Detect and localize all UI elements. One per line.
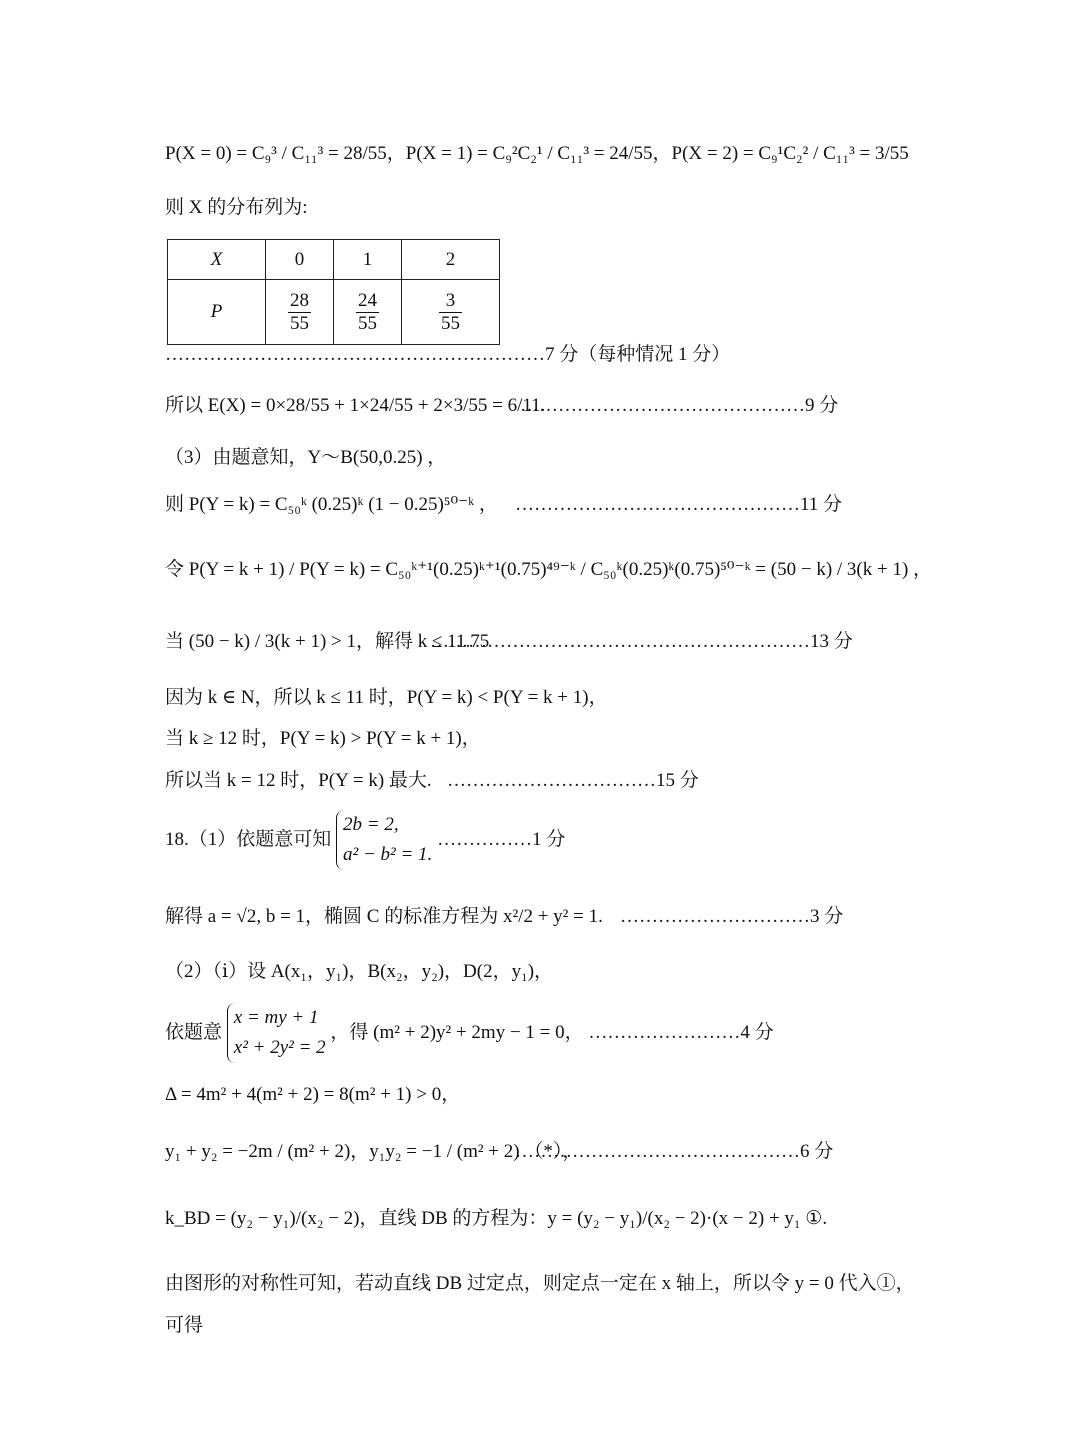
- max-line: [165, 769, 699, 793]
- solve-line: [165, 905, 844, 929]
- score-4: ……………………4 分: [588, 1022, 774, 1043]
- ratio-line: 令 P(Y = k + 1) / P(Y = k) = C₅₀ᵏ⁺¹(0.25)ᵏ⁺¹(0.75)⁴⁹⁻ᵏ / C₅₀ᵏ(0.25)ᵏ(0.75)⁵⁰⁻ᵏ = (50 − k) / 3(k + 1) ，: [165, 559, 933, 580]
- score-9: ………………………………………9 分: [520, 395, 839, 416]
- q18-label: 18.（1）依题意可知: [165, 829, 332, 850]
- inequality-line: [165, 630, 853, 654]
- distribution-intro: 则 X 的分布列为:: [165, 197, 308, 218]
- vieta-formulas: y₁ + y₂ = −2m / (m² + 2)，y₁y₂ = −1 / (m² + 2) （*），: [165, 1141, 582, 1162]
- inequality-formula: 当 (50 − k) / 3(k + 1) > 1，解得 k ≤ 11.75: [165, 631, 490, 652]
- table-cell: 0: [266, 240, 334, 280]
- score-6: ………………………………………6 分: [515, 1141, 834, 1162]
- fraction-numerator: 24: [358, 289, 377, 311]
- system-eq-2: a² − b² = 1.: [343, 844, 433, 865]
- score-3: …………………………3 分: [620, 906, 844, 927]
- fraction-numerator: 28: [290, 289, 309, 311]
- table-cell: [334, 280, 402, 345]
- vieta-line: [165, 1140, 834, 1164]
- table-cell: [402, 280, 500, 345]
- system-eq-1: x = my + 1: [233, 1007, 319, 1028]
- system-eq-1: 2b = 2,: [343, 814, 399, 835]
- line-ellipse-system: [227, 1003, 326, 1063]
- score-line-7: ……………………………………………………7 分（每种情况 1 分）: [165, 344, 731, 365]
- discriminant-line: Δ = 4m² + 4(m² + 2) = 8(m² + 1) > 0，: [165, 1084, 461, 1105]
- table-cell: 2: [402, 240, 500, 280]
- fraction-denominator: 55: [358, 312, 377, 334]
- part-2i-line: （2）（ⅰ）设 A(x₁，y₁)，B(x₂，y₂)，D(2，y₁)，: [165, 961, 554, 982]
- score-1: ……………1 分: [437, 829, 566, 850]
- table-row: [168, 280, 500, 345]
- part-3-intro: （3）由题意知，Y～B(50,0.25) ，: [165, 447, 447, 468]
- because-line: 因为 k ∈ N，所以 k ≤ 11 时，P(Y = k) < P(Y = k + 1)，: [165, 687, 608, 708]
- distribution-table: [167, 239, 500, 345]
- equation-system: [336, 810, 432, 870]
- score-11: ………………………………………11 分: [515, 494, 843, 515]
- system-line: [165, 1003, 774, 1063]
- score-15: ……………………………15 分: [447, 770, 699, 791]
- fraction-denominator: 55: [441, 312, 460, 334]
- table-cell: 1: [334, 240, 402, 280]
- slope-line: k_BD = (y₂ − y₁)/(x₂ − 2)，直线 DB 的方程为：y = (y₂ − y₁)/(x₂ − 2)·(x − 2) + y₁ ①.: [165, 1208, 828, 1229]
- system-eq-2: x² + 2y² = 2: [233, 1037, 326, 1058]
- table-cell: X: [168, 240, 266, 280]
- probability-formulas: P(X = 0) = C₉³ / C₁₁³ = 28/55，P(X = 1) = C₉²C₂¹ / C₁₁³ = 24/55，P(X = 2) = C₉¹C₂² / C₁₁³ = 3/55: [165, 143, 909, 164]
- quadratic-result: ，得 (m² + 2)y² + 2my − 1 = 0，: [330, 1022, 584, 1043]
- q18-line: [165, 810, 565, 870]
- k12-line: 当 k ≥ 12 时，P(Y = k) > P(Y = k + 1)，: [165, 728, 481, 749]
- expectation-formula: 所以 E(X) = 0×28/55 + 1×24/55 + 2×3/55 = 6/11.: [165, 395, 546, 416]
- table-cell: [266, 280, 334, 345]
- score-13: ……………………………………………………13 分: [430, 631, 853, 652]
- table-header-row: [168, 240, 500, 280]
- system-label: 依题意: [165, 1022, 223, 1043]
- symmetry-line: 由图形的对称性可知，若动直线 DB 过定点，则定点一定在 x 轴上，所以令 y = 0 代入①，: [165, 1273, 915, 1294]
- ellipse-equation: 解得 a = √2, b = 1，椭圆 C 的标准方程为 x²/2 + y² = 1.: [165, 906, 603, 927]
- pmf-line: [165, 493, 843, 517]
- expectation-line: [165, 394, 839, 418]
- fraction-numerator: 3: [439, 290, 462, 313]
- fraction-denominator: 55: [290, 312, 309, 334]
- pmf-formula: 则 P(Y = k) = C₅₀ᵏ (0.25)ᵏ (1 − 0.25)⁵⁰⁻ᵏ ，: [165, 494, 498, 515]
- max-statement: 所以当 k = 12 时，P(Y = k) 最大.: [165, 770, 432, 791]
- table-cell: P: [168, 280, 266, 345]
- conclusion-line: 可得: [165, 1315, 204, 1336]
